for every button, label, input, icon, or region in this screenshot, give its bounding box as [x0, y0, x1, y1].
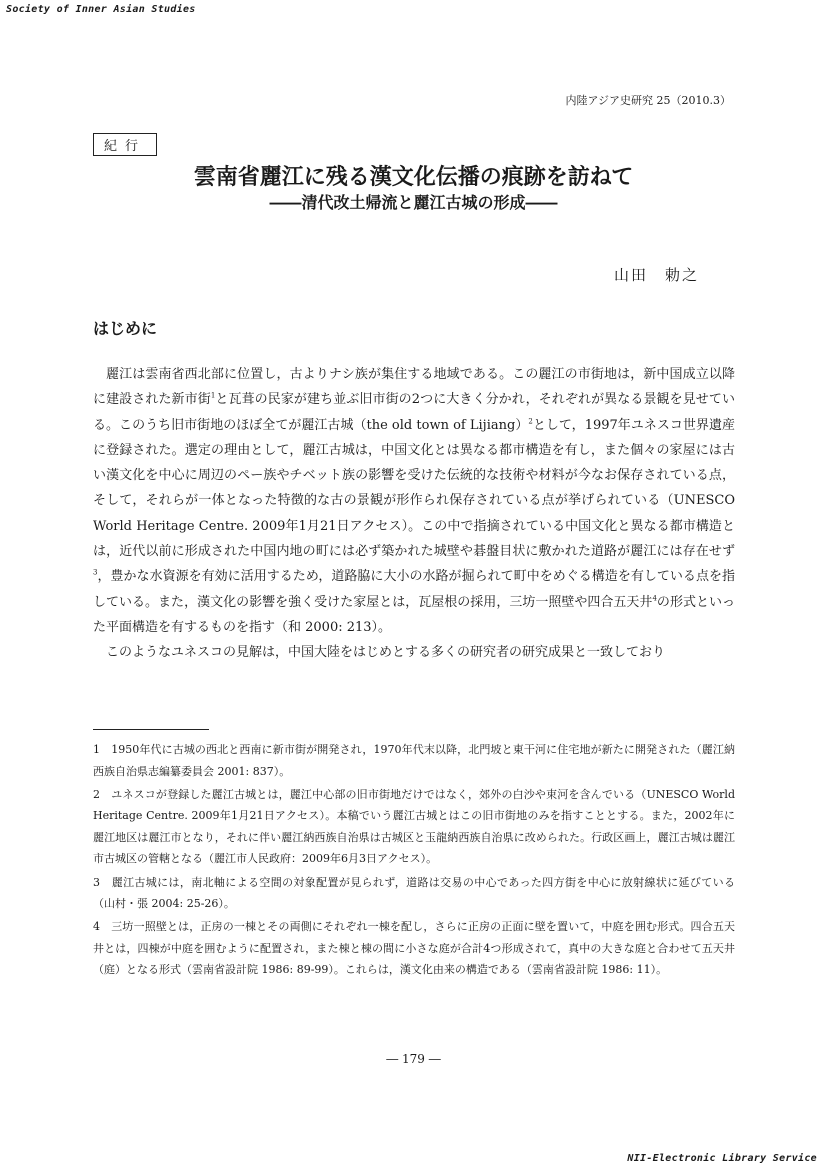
footnote-marker: 3: [93, 569, 98, 578]
footnote-marker: 2: [528, 417, 533, 426]
footnotes: [93, 739, 735, 983]
footnote: 2 ユネスコが登録した麗江古城とは，麗江中心部の旧市街地だけではなく，郊外の白沙や束河を含んでいる（UNESCO World Heritage Centre. 2009年1月21日アクセス）。本稿でいう麗江古城とはこの旧市街地のみを指すこととする。また，2002年に麗江地区は麗江市となり，それに伴い麗江納西族自治県は古城区と玉龍納西族自治県に改められた。行政区画上，麗江古城は麗江市古城区の管轄となる（麗江市人民政府：2009年6月3日アクセス）。: [93, 787, 735, 866]
footnote-marker: 1: [210, 391, 216, 400]
society-header: Society of Inner Asian Studies: [6, 4, 196, 15]
page-number: ― 179 ―: [386, 1052, 441, 1066]
article-title: 雲南省麗江に残る漢文化伝播の痕跡を訪ねて: [193, 164, 634, 190]
footnote: 1 1950年代に古城の西北と西南に新市街が開発され，1970年代末以降，北門坡と東干河に住宅地が新たに開発された（麗江納西族自治県志編纂委員会 2001: 837）。: [93, 743, 735, 778]
footnote: 3 麗江古城には，南北軸による空間の対象配置が見られず，道路は交易の中心であった四方街を中心に放射線状に延びている（山村・張 2004: 25-26）。: [93, 875, 735, 911]
section-heading: はじめに: [93, 319, 158, 338]
author-name: 山田 勅之: [613, 266, 699, 284]
genre-label: 紀行: [93, 133, 157, 156]
body-text: [93, 362, 735, 666]
footnote: 4 三坊一照壁とは，正房の一棟とその両側にそれぞれ一棟を配し，さらに正房の正面に壁を置いて，中庭を囲む形式。四合五天井とは，四棟が中庭を囲むように配置され，また棟と棟の間に小さな庭が合計4つ形成されて，真中の大きな庭と合わせて五天井（庭）となる形式（雲南省設計院 1986: 89-99）。これらは，漢文化由来の構造である（雲南省設計院 1986: 11）。: [93, 920, 735, 977]
body-paragraph: このようなユネスコの見解は，中国大陸をはじめとする多くの研究者の研究成果と一致しており: [106, 645, 666, 661]
body-paragraph: 麗江は雲南省西北部に位置し，古よりナシ族が集住する地域である。この麗江の市街地は，新中国成立以降に建設された新市街$^1$と瓦葺の民家が建ち並ぶ旧市街の2つに大きく分かれ，それぞれが異なる景観を見せている。このうち旧市街地のほぼ全てが麗江古城（the old town of Lijiang）$^2$として，1997年ユネスコ世界遺産に登録された。選定の理由として，麗江古城は，中国文化とは異なる都市構造を有し，また個々の家屋には古い漢文化を中心に周辺のペー族やチベット族の影響を受けた伝統的な技術や材料が今なお保存されている点，そして，それらが一体となった特徴的な古の景観が形作られ保存されている点が挙げられている（UNESCO World Heritage Centre. 2009年1月21日アクセス）。この中で指摘されている中国文化と異なる都市構造とは，近代以前に形成された中国内地の町には必ず築かれた城壁や碁盤目状に敷かれた道路が麗江には存在せず$^3$，豊かな水資源を有効に活用するため，道路脇に大小の水路が掘られて町中をめぐる構造を有している点を指している。また，漢文化の影響を強く受けた家屋とは，瓦屋根の採用，三坊一照壁や四合五天井$^4$の形式といった平面構造を有するものを指す（和 2000: 213）。: [93, 367, 735, 635]
nii-footer: NII-Electronic Library Service: [627, 1153, 817, 1164]
journal-citation: 内陸アジア史研究 25（2010.3）: [565, 94, 731, 107]
footnote-marker: 4: [652, 594, 657, 603]
article-subtitle: ――清代改土帰流と麗江古城の形成――: [269, 193, 558, 212]
footnote-divider: [93, 729, 209, 730]
